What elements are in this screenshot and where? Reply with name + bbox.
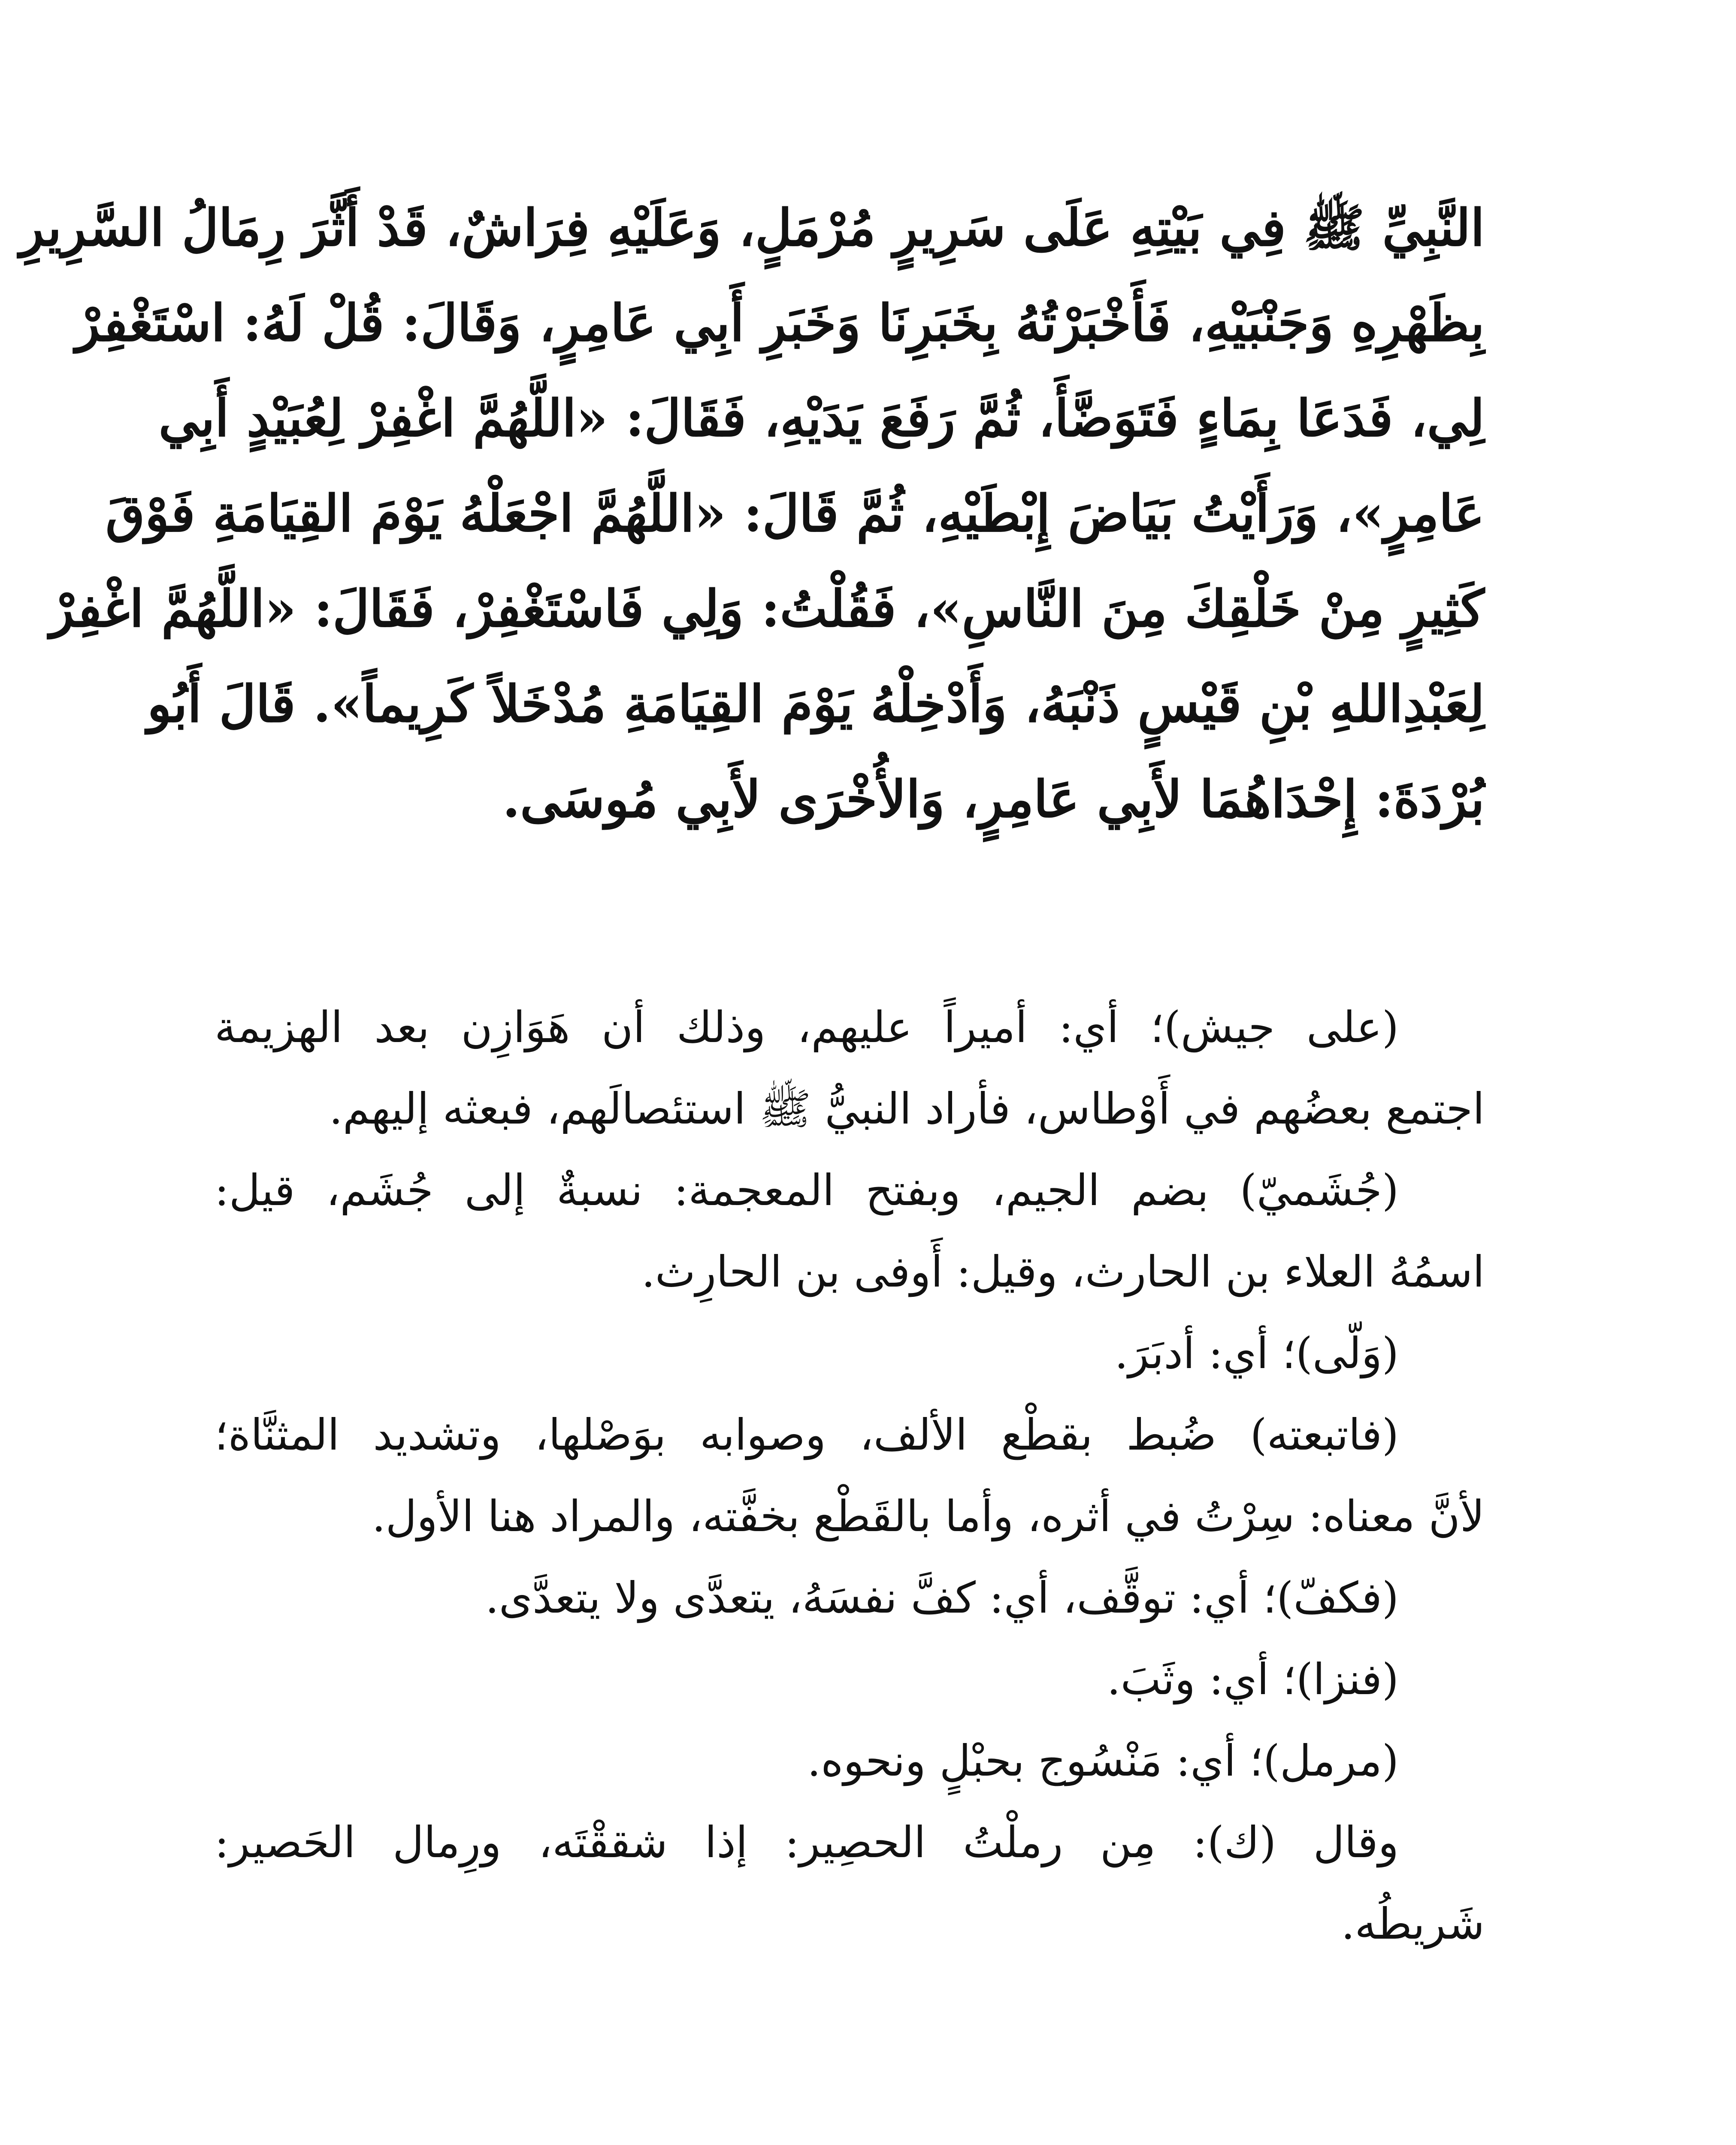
hadith-line: النَّبِيِّ ﷺ فِي بَيْتِهِ عَلَى سَرِيرٍ مُرْمَلٍ، وَعَلَيْهِ فِرَاشٌ، قَدْ أَثَّرَ رِمَالُ السَّرِيرِ — [19, 198, 1485, 257]
commentary-paragraph — [215, 1639, 1485, 1720]
commentary-line: لأنَّ معناه: سِرْتُ في أثره، وأما بالقَطْع بخفَّته، والمراد هنا الأول. — [372, 1491, 1485, 1541]
hadith-line: بِظَهْرِهِ وَجَنْبَيْهِ، فَأَخْبَرْتُهُ بِخَبَرِنَا وَخَبَرِ أَبِي عَامِرٍ، وَقَالَ: قُلْ لَهُ: اسْتَغْفِرْ — [75, 293, 1485, 353]
commentary-paragraph — [215, 1720, 1485, 1802]
commentary-paragraph — [215, 987, 1485, 1150]
commentary-line: (على جيش)؛ أي: أميراً عليهم، وذلك أن هَوَازِن بعد الهزيمة — [215, 1002, 1399, 1052]
commentary-line: وقال (ك): مِن رملْتُ الحصِير: إذا شققْتَه، ورِمال الحَصير: — [215, 1817, 1399, 1867]
hadith-line: لِعَبْدِاللهِ بْنِ قَيْسٍ ذَنْبَهُ، وَأَدْخِلْهُ يَوْمَ القِيَامَةِ مُدْخَلاً كَرِيماً». قَالَ أَبُو — [147, 674, 1485, 734]
commentary-paragraph — [215, 1557, 1485, 1639]
hadith-text — [19, 180, 1485, 847]
commentary-paragraph — [215, 1802, 1485, 1965]
commentary-line: اسمُهُ العلاء بن الحارث، وقيل: أَوفى بن الحارِث. — [641, 1247, 1485, 1297]
hadith-line: لِي، فَدَعَا بِمَاءٍ فَتَوَضَّأَ، ثُمَّ رَفَعَ يَدَيْهِ، فَقَالَ: «اللَّهُمَّ اغْفِرْ لِعُبَيْدٍ أَبِي — [158, 388, 1485, 448]
commentary-line: (فكفّ)؛ أي: توقَّف، أي: كفَّ نفسَهُ، يتعدَّى ولا يتعدَّى. — [485, 1573, 1399, 1623]
commentary-line: اجتمع بعضُهم في أَوْطاس، فأراد النبيُّ ﷺ استئصالَهم، فبعثه إليهم. — [329, 1084, 1485, 1134]
commentary-text — [215, 987, 1485, 1965]
commentary-line: (مرمل)؛ أي: مَنْسُوج بحبْلٍ ونحوه. — [807, 1736, 1399, 1786]
commentary-paragraph — [215, 1394, 1485, 1557]
commentary-line: (جُشَميّ) بضم الجيم، وبفتح المعجمة: نسبةٌ إلى جُشَم، قيل: — [215, 1165, 1399, 1215]
commentary-line: (فنزا)؛ أي: وثَبَ. — [1107, 1654, 1399, 1704]
commentary-line: (فاتبعته) ضُبط بقطْع الألف، وصوابه بوَصْلها، وتشديد المثنَّاة؛ — [215, 1410, 1399, 1460]
commentary-paragraph — [215, 1313, 1485, 1394]
hadith-line: بُرْدَةَ: إِحْدَاهُمَا لأَبِي عَامِرٍ، وَالأُخْرَى لأَبِي مُوسَى. — [502, 769, 1485, 829]
commentary-line: شَريطُه. — [1341, 1899, 1485, 1949]
hadith-line: كَثِيرٍ مِنْ خَلْقِكَ مِنَ النَّاسِ»، فَقُلْتُ: وَلِي فَاسْتَغْفِرْ، فَقَالَ: «اللَّهُمَّ اغْفِرْ — [49, 579, 1485, 638]
commentary-paragraph — [215, 1150, 1485, 1313]
hadith-line: عَامِرٍ»، وَرَأَيْتُ بَيَاضَ إِبْطَيْهِ، ثُمَّ قَالَ: «اللَّهُمَّ اجْعَلْهُ يَوْمَ القِيَامَةِ فَوْقَ — [106, 483, 1485, 543]
commentary-line: (وَلّى)؛ أي: أدبَرَ. — [1114, 1328, 1399, 1378]
